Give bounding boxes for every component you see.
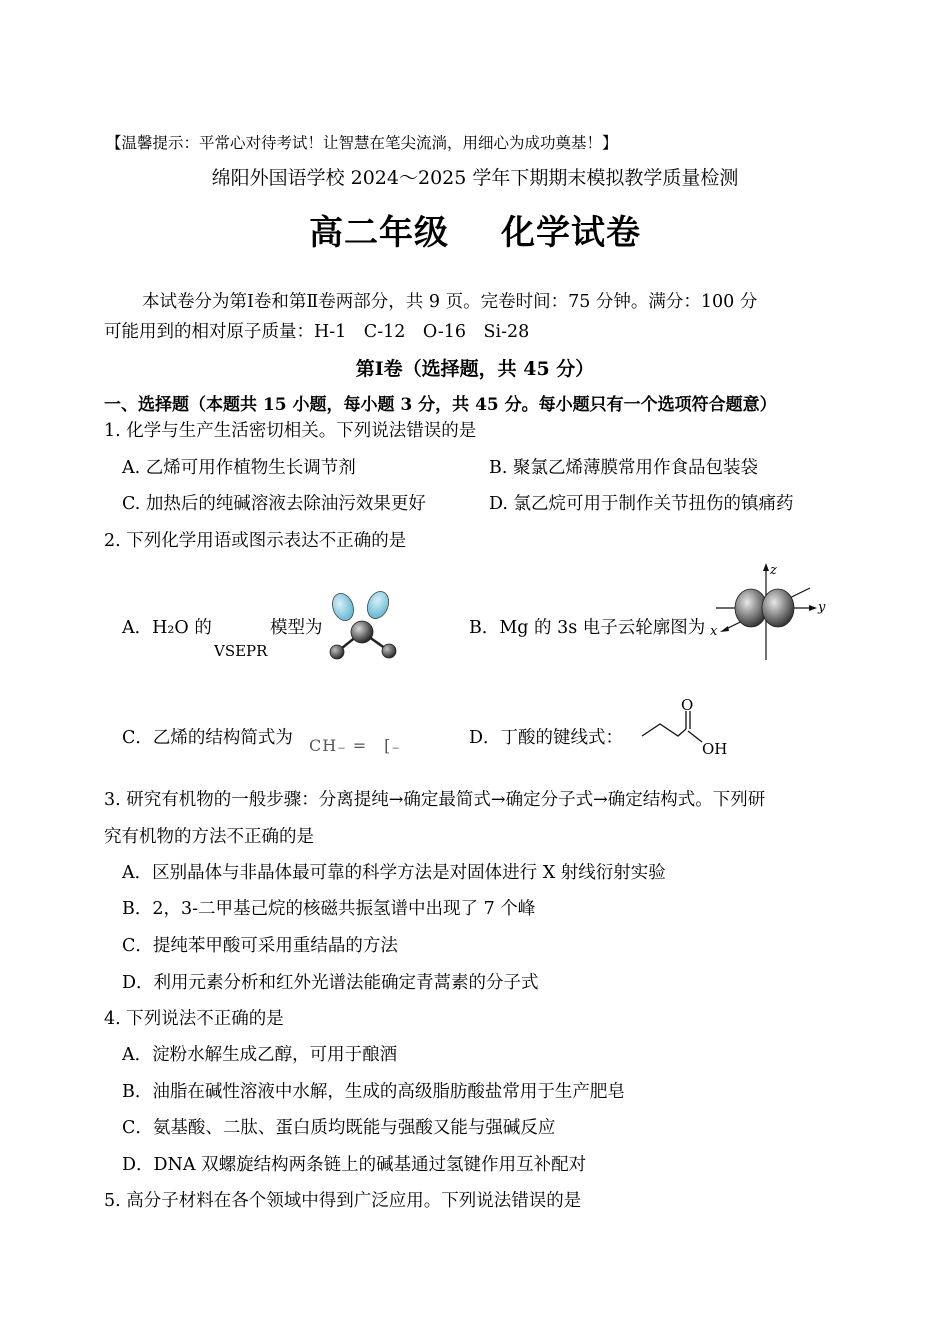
q2-option-a-prefix: A．H₂O 的 (122, 618, 212, 638)
q1-option-c: C. 加热后的纯碱溶液去除油污效果更好 (122, 494, 426, 514)
butanoic-acid-skeletal-icon (636, 696, 736, 760)
exam-title (0, 211, 950, 255)
school-title: 绵阳外国语学校 2024～2025 学年下期期末模拟教学质量检测 (211, 167, 739, 189)
q3-option-d: D．利用元素分析和红外光谱法能确定青蒿素的分子式 (122, 973, 539, 993)
section1-title: 一、选择题（本题共 15 小题，每小题 3 分，共 45 分。每小题只有一个选项符合题意） (104, 395, 777, 415)
q1-option-b: B. 聚氯乙烯薄膜常用作食品包装袋 (489, 458, 758, 478)
q2-option-c: C．乙烯的结构简式为 (122, 728, 293, 748)
q4-option-d: D．DNA 双螺旋结构两条链上的碱基通过氢键作用互补配对 (122, 1155, 587, 1175)
grade-label: 高二年级 (309, 213, 449, 253)
q4-stem: 4. 下列说法不正确的是 (104, 1009, 284, 1029)
atomic-masses: 可能用到的相对原子质量：H-1 C-12 O-16 Si-28 (104, 322, 530, 342)
q3-option-c: C．提纯苯甲酸可采用重结晶的方法 (122, 936, 398, 956)
q3-option-a: A．区别晶体与非晶体最可靠的科学方法是对固体进行 X 射线衍射实验 (122, 863, 666, 883)
axis-z-label: z (770, 563, 777, 578)
acid-oxygen-label: O (681, 696, 694, 714)
q3-stem-line2: 究有机物的方法不正确的是 (104, 827, 314, 847)
warm-tip: 【温馨提示：平常心对待考试！让智慧在笔尖流淌，用细心为成功奠基！】 (106, 134, 618, 152)
q2-option-d: D．丁酸的键线式： (469, 728, 624, 748)
p-orbital-icon (706, 560, 832, 664)
q2-option-a-suffix: 模型为 (270, 618, 323, 638)
q1-stem: 1. 化学与生产生活密切相关。下列说法错误的是 (104, 421, 477, 441)
axis-y-label: y (818, 600, 826, 615)
q1-option-a: A. 乙烯可用作植物生长调节剂 (122, 458, 356, 478)
q2-option-b: B．Mg 的 3s 电子云轮廓图为 (469, 618, 706, 638)
q2-option-a-vsepr: VSEPR (214, 642, 268, 660)
ethylene-formula: CH₋ = [₋ (309, 736, 401, 755)
subject-label: 化学试卷 (501, 213, 641, 253)
q4-option-a: A．淀粉水解生成乙醇，可用于酿酒 (122, 1045, 398, 1065)
part1-title: 第Ⅰ卷（选择题，共 45 分） (355, 358, 595, 380)
acid-hydroxyl-label: OH (702, 740, 728, 758)
intro-text: 本试卷分为第Ⅰ卷和第Ⅱ卷两部分，共 9 页。完卷时间：75 分钟。满分：100 分 (142, 292, 758, 312)
q4-option-c: C．氨基酸、二肽、蛋白质均既能与强酸又能与强碱反应 (122, 1118, 556, 1138)
q3-option-b: B．2，3-二甲基己烷的核磁共振氢谱中出现了 7 个峰 (122, 899, 536, 919)
water-vsepr-model-icon (326, 588, 402, 662)
q2-stem: 2. 下列化学用语或图示表达不正确的是 (104, 531, 407, 551)
axis-x-label: x (710, 624, 718, 639)
q3-stem-line1: 3. 研究有机物的一般步骤：分离提纯→确定最简式→确定分子式→确定结构式。下列研 (104, 790, 766, 810)
q5-stem: 5. 高分子材料在各个领域中得到广泛应用。下列说法错误的是 (104, 1191, 582, 1211)
q1-option-d: D. 氯乙烷可用于制作关节扭伤的镇痛药 (489, 494, 794, 514)
q4-option-b: B．油脂在碱性溶液中水解，生成的高级脂肪酸盐常用于生产肥皂 (122, 1082, 625, 1102)
